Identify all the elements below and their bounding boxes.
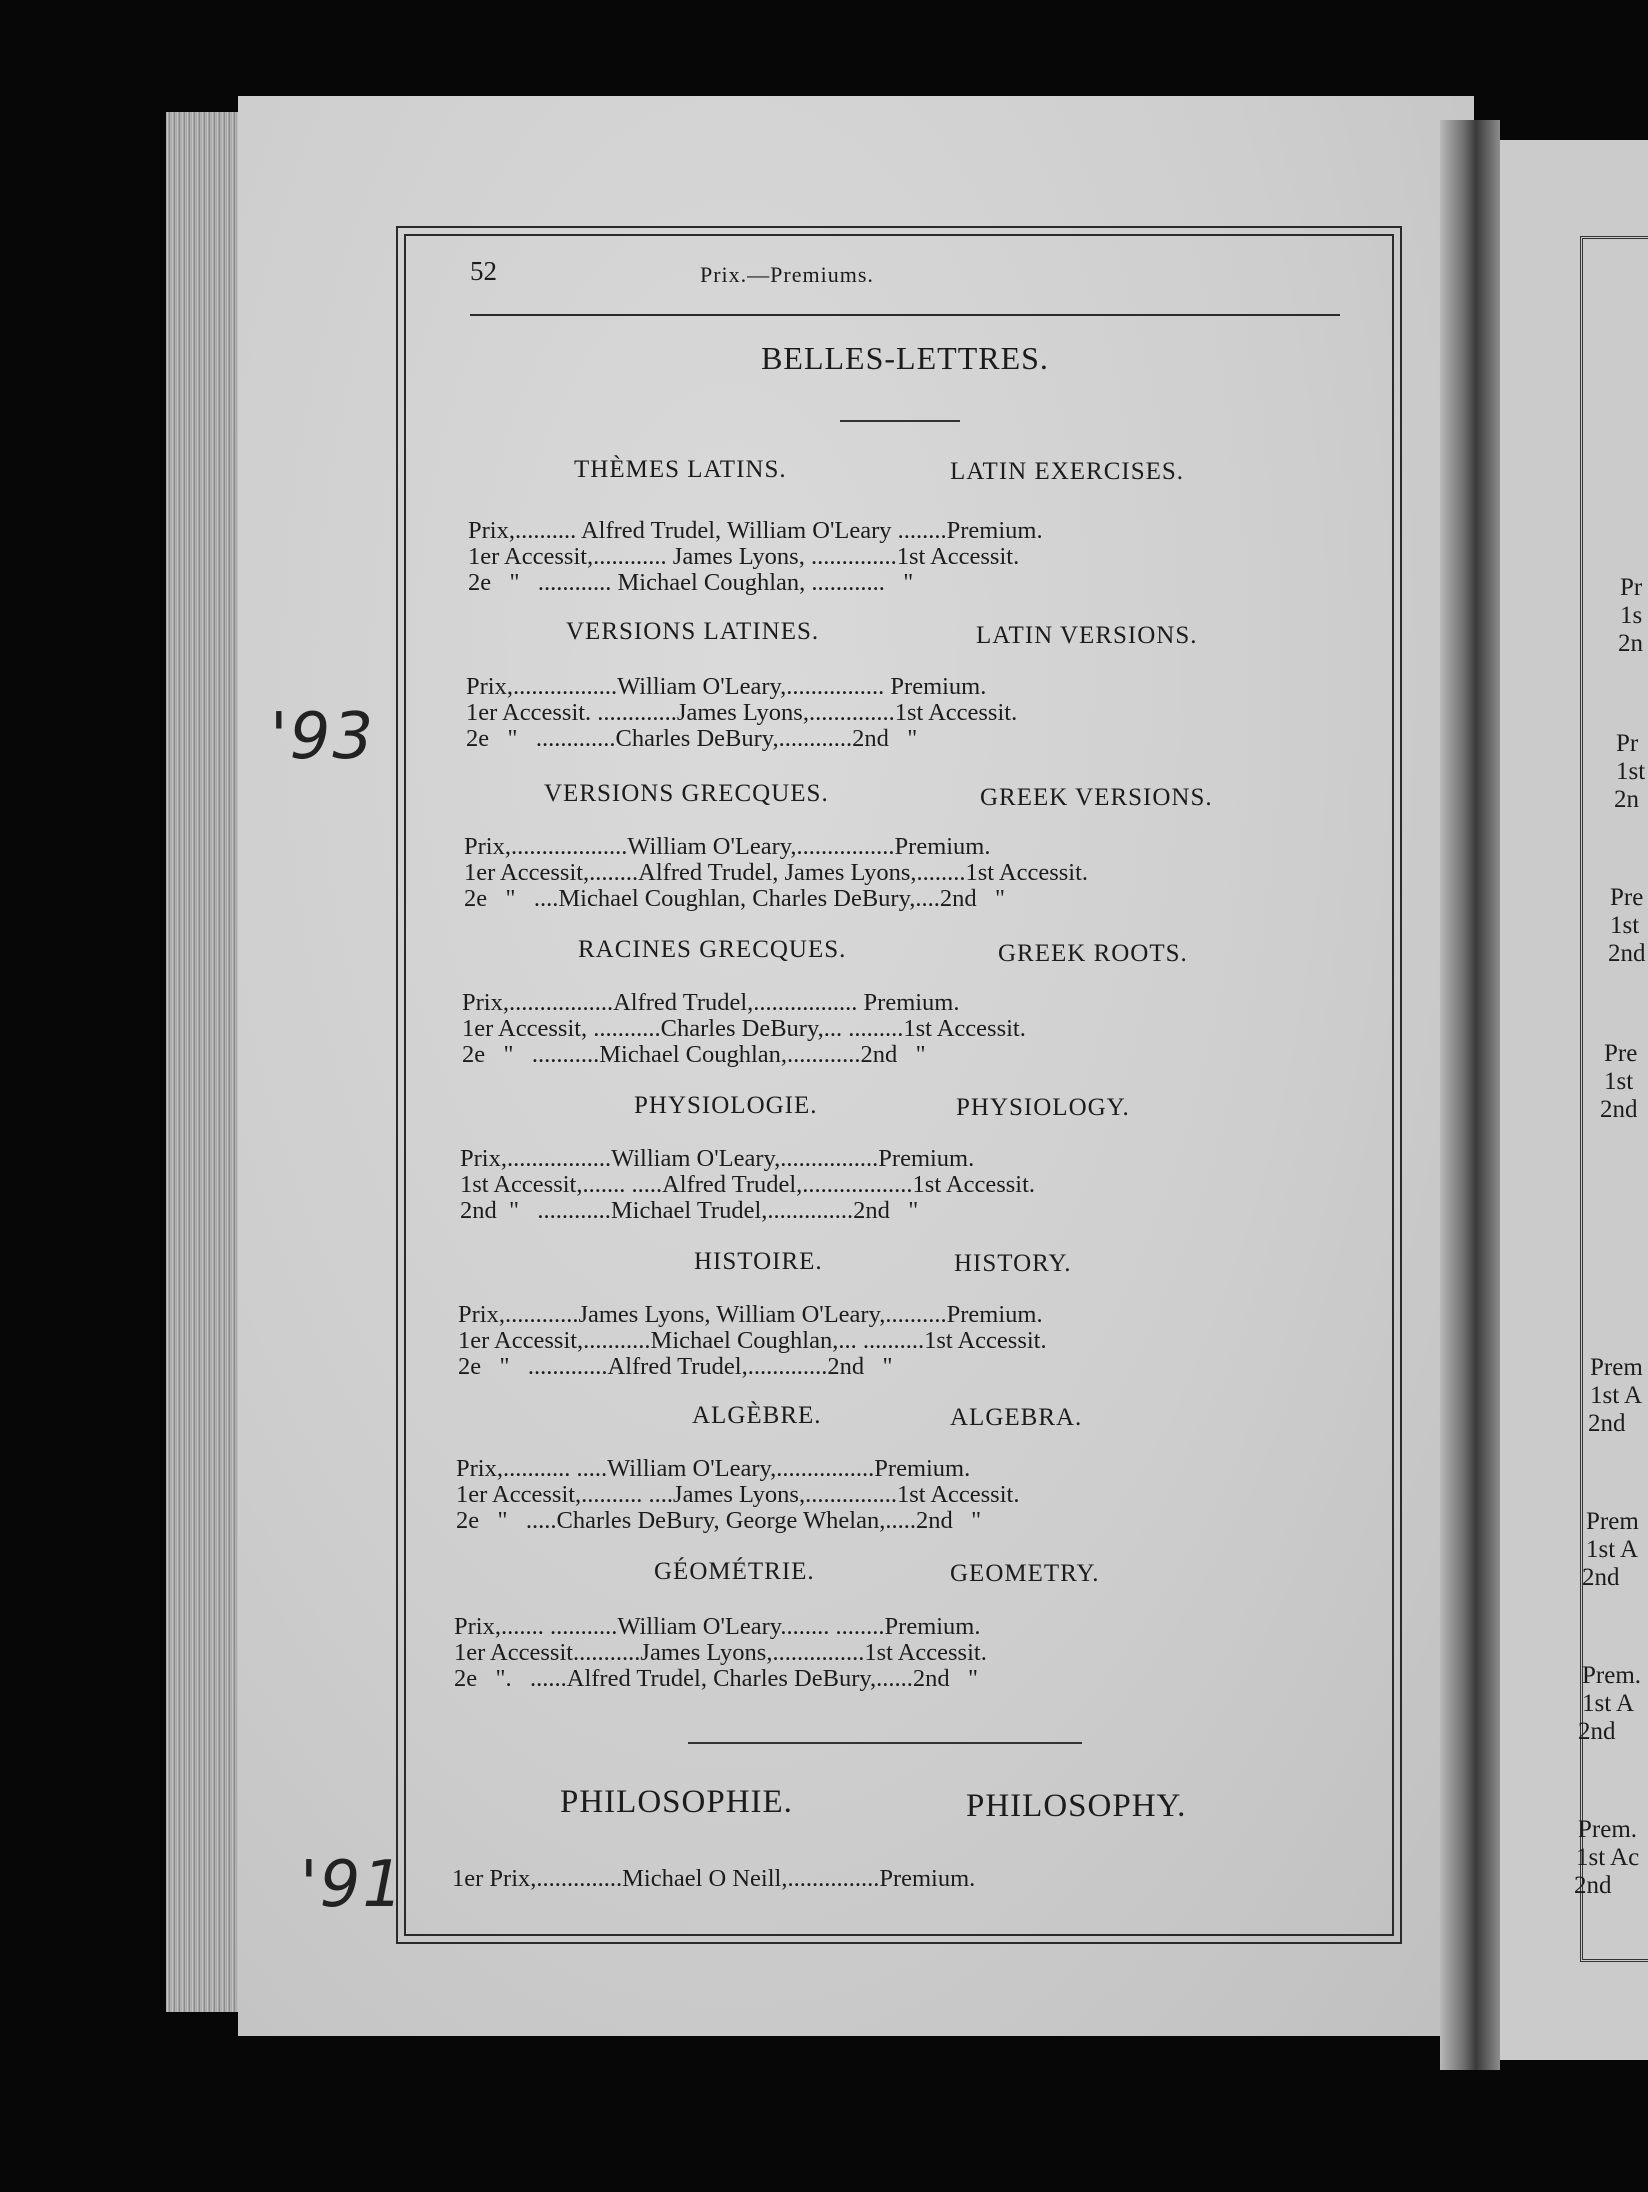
section-heading-en: GREEK VERSIONS. — [980, 784, 1213, 811]
prize-row: 1er Accessit. .............James Lyons,..............1st Accessit. — [466, 699, 1018, 726]
section-heading-fr: VERSIONS LATINES. — [566, 618, 820, 645]
facing-page-text: 2nd — [1600, 1096, 1638, 1123]
section-heading-en: GREEK ROOTS. — [998, 940, 1188, 967]
prize-row: Prix,...................William O'Leary,................Premium. — [464, 833, 991, 860]
facing-page-text: 1st — [1610, 912, 1640, 939]
facing-page-text: Prem — [1586, 1508, 1639, 1535]
facing-page-text: Pr — [1620, 574, 1643, 601]
handwritten-note: '91 — [300, 1848, 406, 1922]
section-heading-fr: VERSIONS GRECQUES. — [544, 780, 829, 807]
prize-row: 1er Accessit, ...........Charles DeBury,... .........1st Accessit. — [462, 1015, 1026, 1042]
prize-row: 2e " .............Alfred Trudel,.............2nd " — [458, 1353, 893, 1380]
section-heading-en: GEOMETRY. — [950, 1560, 1100, 1587]
facing-page-text: 2n — [1618, 630, 1643, 657]
main-title: BELLES-LETTRES. — [761, 340, 1049, 376]
facing-page-text: Prem. — [1578, 1816, 1638, 1843]
prize-row: 1er Accessit,.......... ....James Lyons,...............1st Accessit. — [456, 1481, 1020, 1508]
facing-page-text: 2nd — [1608, 940, 1646, 967]
prize-row: Prix,.................William O'Leary,................ Premium. — [466, 673, 987, 700]
prize-row: 1er Accessit,........Alfred Trudel, James Lyons,........1st Accessit. — [464, 859, 1089, 886]
facing-page-text: Prem. — [1582, 1662, 1642, 1689]
facing-page-text: Pre — [1610, 884, 1644, 911]
prize-row: 1er Accessit,............ James Lyons, ..............1st Accessit. — [468, 543, 1020, 570]
prize-row: 2e " .....Charles DeBury, George Whelan,.....2nd " — [456, 1507, 982, 1534]
facing-page-text: 1s — [1620, 602, 1643, 629]
philosophy-heading-en: PHILOSOPHY. — [966, 1788, 1187, 1824]
facing-page-text: 2nd — [1578, 1718, 1616, 1745]
facing-page-text: 1st — [1616, 758, 1646, 785]
section-heading-en: PHYSIOLOGY. — [956, 1094, 1130, 1121]
prize-row: 2nd " ............Michael Trudel,..............2nd " — [460, 1197, 919, 1224]
prize-row: 2e " ............ Michael Coughlan, ............ " — [468, 569, 914, 596]
facing-page-text: 2nd — [1588, 1410, 1626, 1437]
prize-row: 1st Accessit,....... .....Alfred Trudel,..................1st Accessit. — [460, 1171, 1036, 1198]
section-rule — [688, 1742, 1082, 1744]
prize-row: 1er Accessit,...........Michael Coughlan,... ..........1st Accessit. — [458, 1327, 1047, 1354]
title-rule — [840, 420, 960, 422]
prize-row: Prix,.................Alfred Trudel,................. Premium. — [462, 989, 960, 1016]
page-number: 52 — [470, 256, 497, 286]
facing-page-text: Pre — [1604, 1040, 1638, 1067]
handwritten-note: '93 — [270, 700, 376, 774]
prize-row: 2e " ...........Michael Coughlan,............2nd " — [462, 1041, 926, 1068]
facing-page-text: 2n — [1614, 786, 1639, 813]
facing-page-text: 1st A — [1590, 1382, 1643, 1409]
prize-row: Prix,........... .....William O'Leary,................Premium. — [456, 1455, 971, 1482]
section-heading-en: LATIN EXERCISES. — [950, 458, 1185, 485]
facing-page-text: 1st Ac — [1576, 1844, 1640, 1871]
section-heading-fr: THÈMES LATINS. — [574, 456, 787, 483]
facing-page-text: 1st A — [1586, 1536, 1639, 1563]
facing-page-text: Prem — [1590, 1354, 1643, 1381]
facing-page-text: 2nd — [1574, 1872, 1612, 1899]
facing-page-text: 1st — [1604, 1068, 1634, 1095]
section-heading-fr: ALGÈBRE. — [692, 1402, 822, 1429]
section-heading-fr: RACINES GRECQUES. — [578, 936, 847, 963]
section-heading-en: HISTORY. — [954, 1250, 1072, 1277]
section-heading-en: ALGEBRA. — [950, 1404, 1083, 1431]
facing-page-text: Pr — [1616, 730, 1639, 757]
facing-page-text: 2nd — [1582, 1564, 1620, 1591]
prize-row: 2e " .............Charles DeBury,............2nd " — [466, 725, 918, 752]
philosophy-heading-fr: PHILOSOPHIE. — [560, 1784, 793, 1820]
prize-row: Prix,............James Lyons, William O'Leary,..........Premium. — [458, 1301, 1043, 1328]
facing-page-text: 1st A — [1582, 1690, 1635, 1717]
prize-row: 2e ". ......Alfred Trudel, Charles DeBury,......2nd " — [454, 1665, 979, 1692]
prize-row: 1er Accessit...........James Lyons,...............1st Accessit. — [454, 1639, 987, 1666]
section-heading-fr: PHYSIOLOGIE. — [634, 1092, 818, 1119]
prize-row: 2e " ....Michael Coughlan, Charles DeBury,....2nd " — [464, 885, 1005, 912]
section-heading-fr: HISTOIRE. — [694, 1248, 823, 1275]
prize-row: 1er Prix,..............Michael O Neill,...............Premium. — [452, 1865, 976, 1892]
header-rule — [470, 314, 1340, 316]
running-head: Prix.—Premiums. — [700, 262, 874, 287]
section-heading-en: LATIN VERSIONS. — [976, 622, 1198, 649]
prize-row: Prix,.................William O'Leary,................Premium. — [460, 1145, 975, 1172]
book-gutter — [1440, 120, 1500, 2070]
section-heading-fr: GÉOMÉTRIE. — [654, 1558, 815, 1585]
prize-row: Prix,....... ...........William O'Leary........ ........Premium. — [454, 1613, 981, 1640]
prize-row: Prix,.......... Alfred Trudel, William O'Leary ........Premium. — [468, 517, 1043, 544]
